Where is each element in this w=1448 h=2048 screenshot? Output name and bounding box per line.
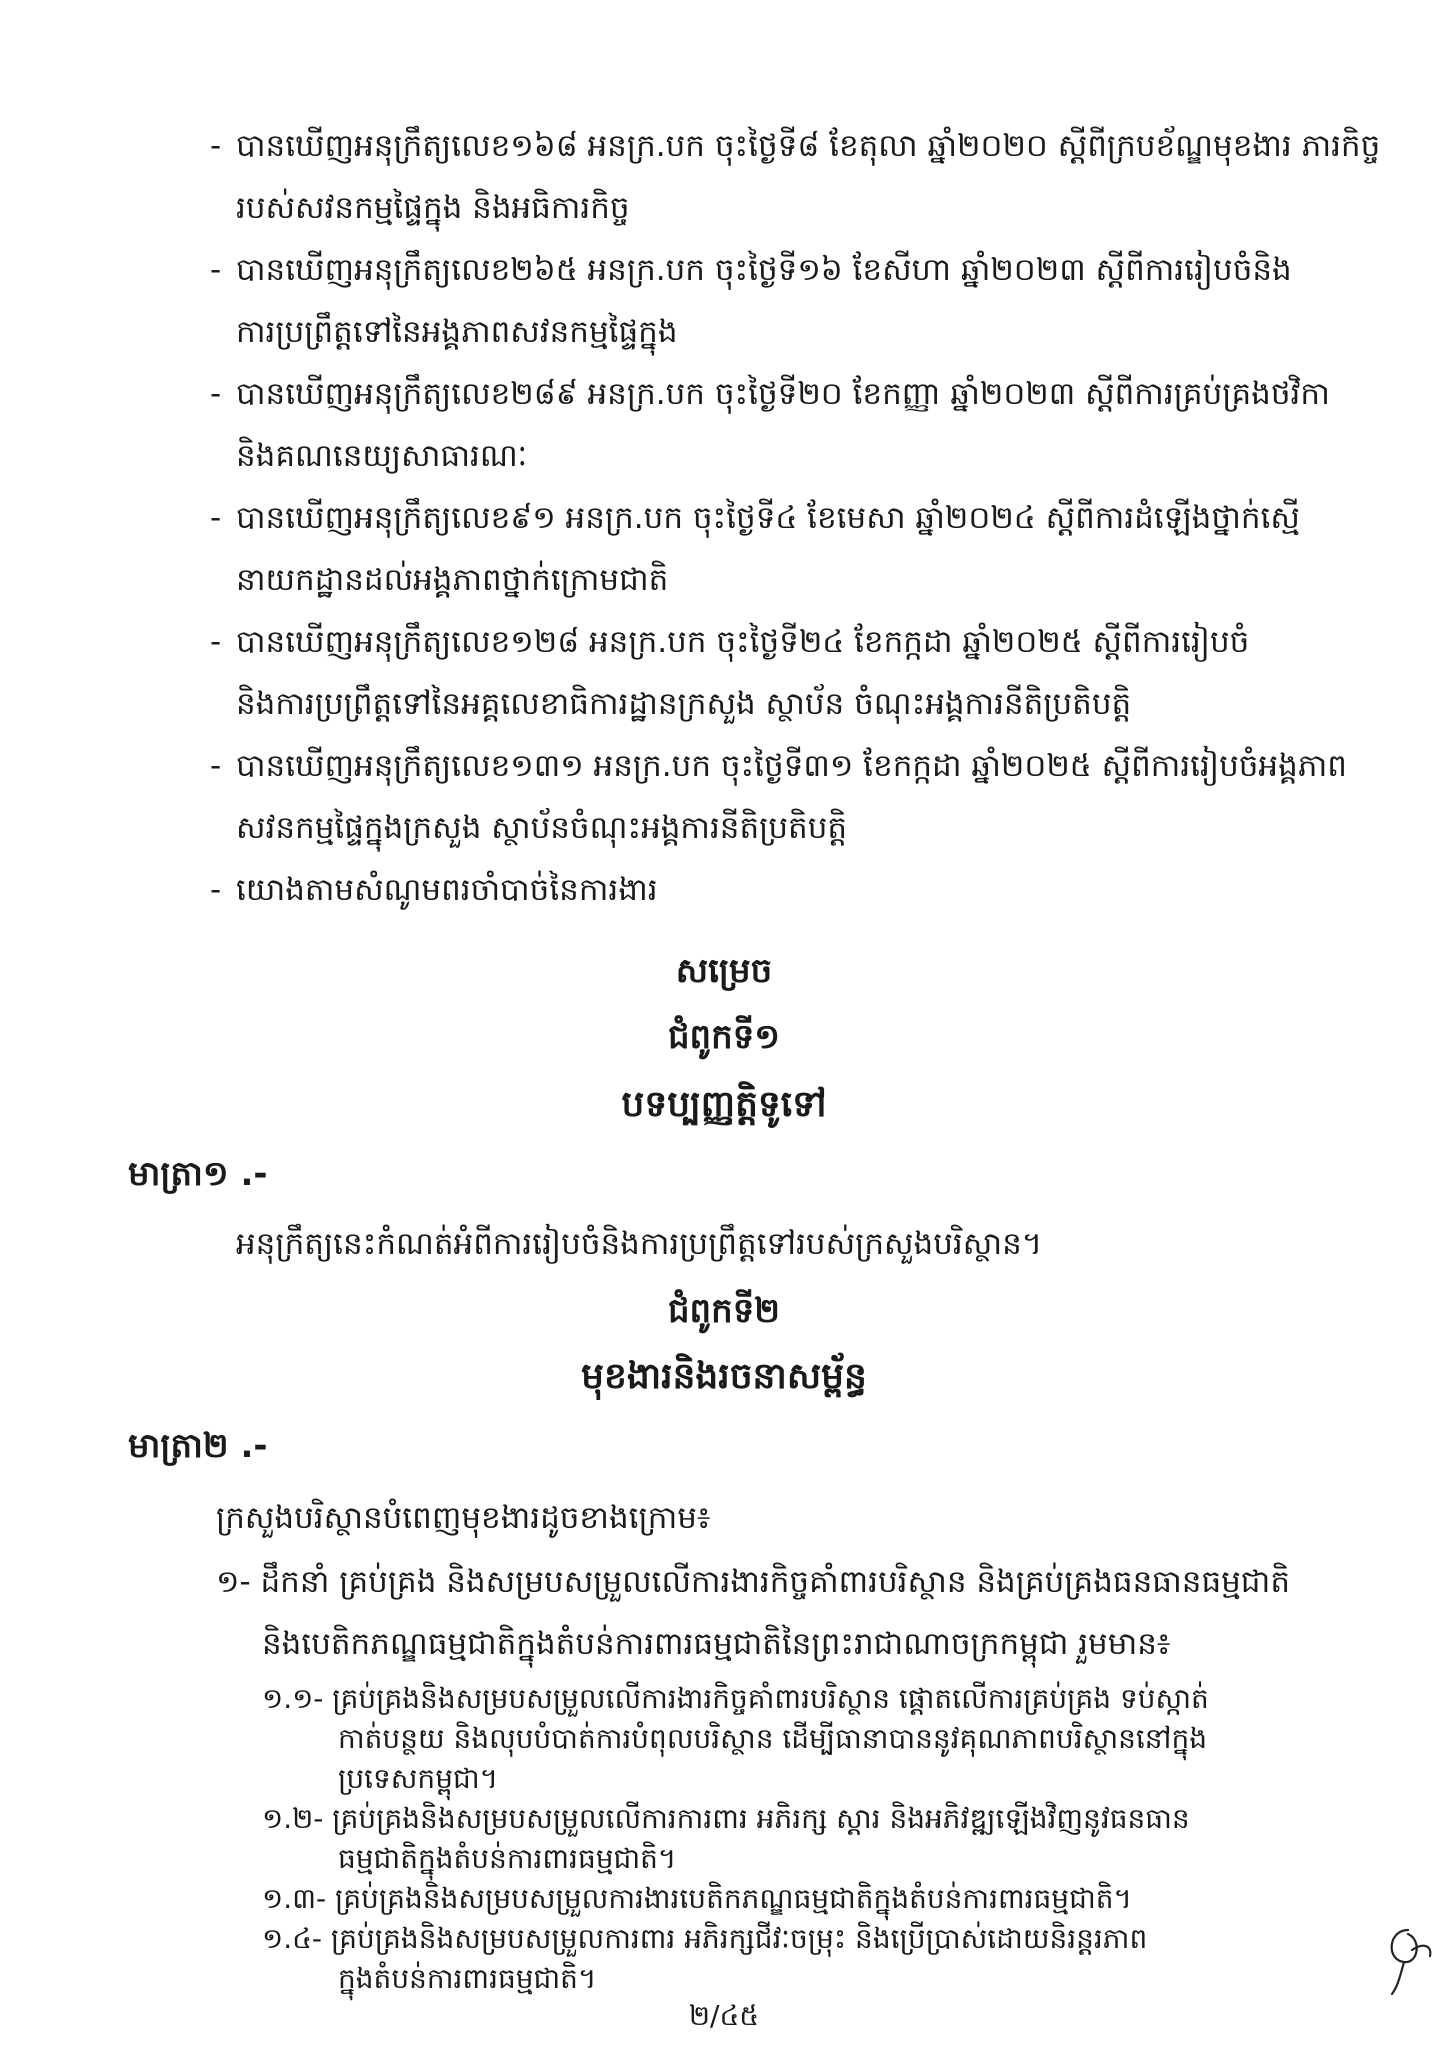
subitem-1-3-line-1: ១.៣- គ្រប់គ្រងនិងសម្របសម្រួលការងារបេតិកភណ្ឌធម្មជាតិក្នុងតំបន់ការពារធម្មជាតិ។ (262, 1882, 1132, 1915)
preamble-item-2-line-2: ការប្រព្រឹត្តទៅនៃអង្គភាពសវនកម្មផ្ទៃក្នុង (236, 314, 678, 350)
subitem-1-1-line-2: កាត់បន្ថយ និងលុបបំបាត់ការបំពុលបរិស្ថាន ដើម្បីធានាបាននូវគុណភាពបរិស្ថាននៅក្នុង (338, 1722, 1208, 1755)
article-2-item-1-line-1: ១- ដឹកនាំ គ្រប់គ្រង និងសម្របសម្រួលលើការងារកិច្ចគាំពារបរិស្ថាន និងគ្រប់គ្រងធនធានធម្មជាតិ (216, 1564, 1290, 1600)
preamble-item-6-line-2: សវនកម្មផ្ទៃក្នុងក្រសួង ស្ថាប័នចំណុះអង្គការនីតិប្រតិបត្តិ (236, 810, 848, 846)
preamble-item-5-line-2: និងការប្រព្រឹត្តទៅនៃអគ្គលេខាធិការដ្ឋានក្រសួង ស្ថាប័ន ចំណុះអង្គការនីតិប្រតិបត្តិ (236, 686, 1132, 722)
bullet-dash: - (210, 500, 222, 536)
subitem-1-2-line-1: ១.២- គ្រប់គ្រងនិងសម្របសម្រួលលើការការពារ អភិរក្ស ស្ដារ និងអភិវឌ្ឍឡើងវិញនូវធនធាន (262, 1802, 1190, 1835)
preamble-item-4-line-1: - បានឃើញអនុក្រឹត្យលេខ៩១ អនក្រ.បក ចុះថ្ងៃទី៤ ខែមេសា ឆ្នាំ២០២៤ ស្ដីពីការដំឡើងថ្នាក់ស្មើ (210, 496, 1300, 540)
article-2-intro: ក្រសួងបរិស្ថានបំពេញមុខងារដូចខាងក្រោម៖ (216, 1500, 711, 1536)
subitem-1-1-line-3: ប្រទេសកម្ពុជា។ (338, 1762, 499, 1795)
bullet-dash: - (210, 748, 222, 784)
preamble-item-6-line-1: - បានឃើញអនុក្រឹត្យលេខ១៣១ អនក្រ.បក ចុះថ្ងៃទី៣១ ខែកក្កដា ឆ្នាំ២០២៥ ស្ដីពីការរៀបចំអង្គភាព (210, 744, 1347, 788)
article-2-label: មាត្រា២ .- (128, 1426, 268, 1466)
bullet-dash: - (210, 376, 222, 412)
preamble-item-3-line-2: និងគណនេយ្យសាធារណៈ (236, 438, 528, 474)
chapter-1-number: ជំពូកទី១ (667, 1017, 781, 1057)
chapter-2-title: មុខងារនិងរចនាសម្ព័ន្ធ (581, 1356, 867, 1397)
preamble-item-3-line-1: - បានឃើញអនុក្រឹត្យលេខ២៨៩ អនក្រ.បក ចុះថ្ងៃទី២០ ខែកញ្ញា ឆ្នាំ២០២៣ ស្ដីពីការគ្រប់គ្រងថវិកា (210, 372, 1330, 416)
preamble-item-5-line-1: - បានឃើញអនុក្រឹត្យលេខ១២៨ អនក្រ.បក ចុះថ្ងៃទី២៤ ខែកក្កដា ឆ្នាំ២០២៥ ស្ដីពីការរៀបចំ (210, 620, 1249, 664)
bullet-dash: - (210, 624, 222, 660)
decision-title: សម្រេច (675, 951, 773, 991)
preamble-item-7-line-1: - យោងតាមសំណូមពរចាំបាច់នៃការងារ (210, 868, 658, 912)
preamble-item-1-line-1: - បានឃើញអនុក្រឹត្យលេខ១៦៨ អនក្រ.បក ចុះថ្ងៃទី៨ ខែតុលា ឆ្នាំ២០២០ ស្ដីពីក្របខ័ណ្ឌមុខងារ ភារកិច្ច (210, 124, 1380, 168)
chapter-2-number: ជំពូកទី២ (667, 1291, 781, 1331)
subitem-1-4-line-1: ១.៤- គ្រប់គ្រងនិងសម្របសម្រួលការពារ អភិរក្សជីវៈចម្រុះ និងប្រើប្រាស់ដោយនិរន្តរភាព (262, 1922, 1148, 1955)
bullet-dash: - (210, 872, 222, 908)
article-1-label: មាត្រា១ .- (128, 1154, 268, 1194)
subitem-1-4-line-2: ក្នុងតំបន់ការពារធម្មជាតិ។ (338, 1962, 597, 1995)
subitem-1-2-line-2: ធម្មជាតិក្នុងតំបន់ការពារធម្មជាតិ។ (338, 1842, 677, 1875)
preamble-item-4-line-2: នាយកដ្ឋានដល់អង្គភាពថ្នាក់ក្រោមជាតិ (236, 562, 669, 598)
bullet-dash: - (210, 128, 222, 164)
bullet-dash: - (210, 252, 222, 288)
subitem-1-1-line-1: ១.១- គ្រប់គ្រងនិងសម្របសម្រួលលើការងារកិច្ចគាំពារបរិស្ថាន ផ្ដោតលើការគ្រប់គ្រង ទប់ស្កាត់ (262, 1682, 1209, 1715)
page-number: ២/៤៥ (688, 1999, 760, 2032)
preamble-item-1-line-2: របស់សវនកម្មផ្ទៃក្នុង និងអធិការកិច្ច (236, 190, 630, 226)
article-2-item-1-line-2: និងបេតិកភណ្ឌធម្មជាតិក្នុងតំបន់ការពារធម្មជាតិនៃព្រះរាជាណាចក្រកម្ពុជា រួមមាន៖ (262, 1626, 1171, 1662)
article-1-text: អនុក្រឹត្យនេះកំណត់អំពីការរៀបចំនិងការប្រព្រឹត្តទៅរបស់ក្រសួងបរិស្ថាន។ (236, 1226, 1043, 1262)
handwritten-initial (1378, 1920, 1438, 2000)
chapter-1-title: បទប្បញ្ញត្តិទូទៅ (621, 1084, 827, 1125)
preamble-item-2-line-1: - បានឃើញអនុក្រឹត្យលេខ២៦៥ អនក្រ.បក ចុះថ្ងៃទី១៦ ខែសីហា ឆ្នាំ២០២៣ ស្ដីពីការរៀបចំនិង (210, 248, 1292, 292)
